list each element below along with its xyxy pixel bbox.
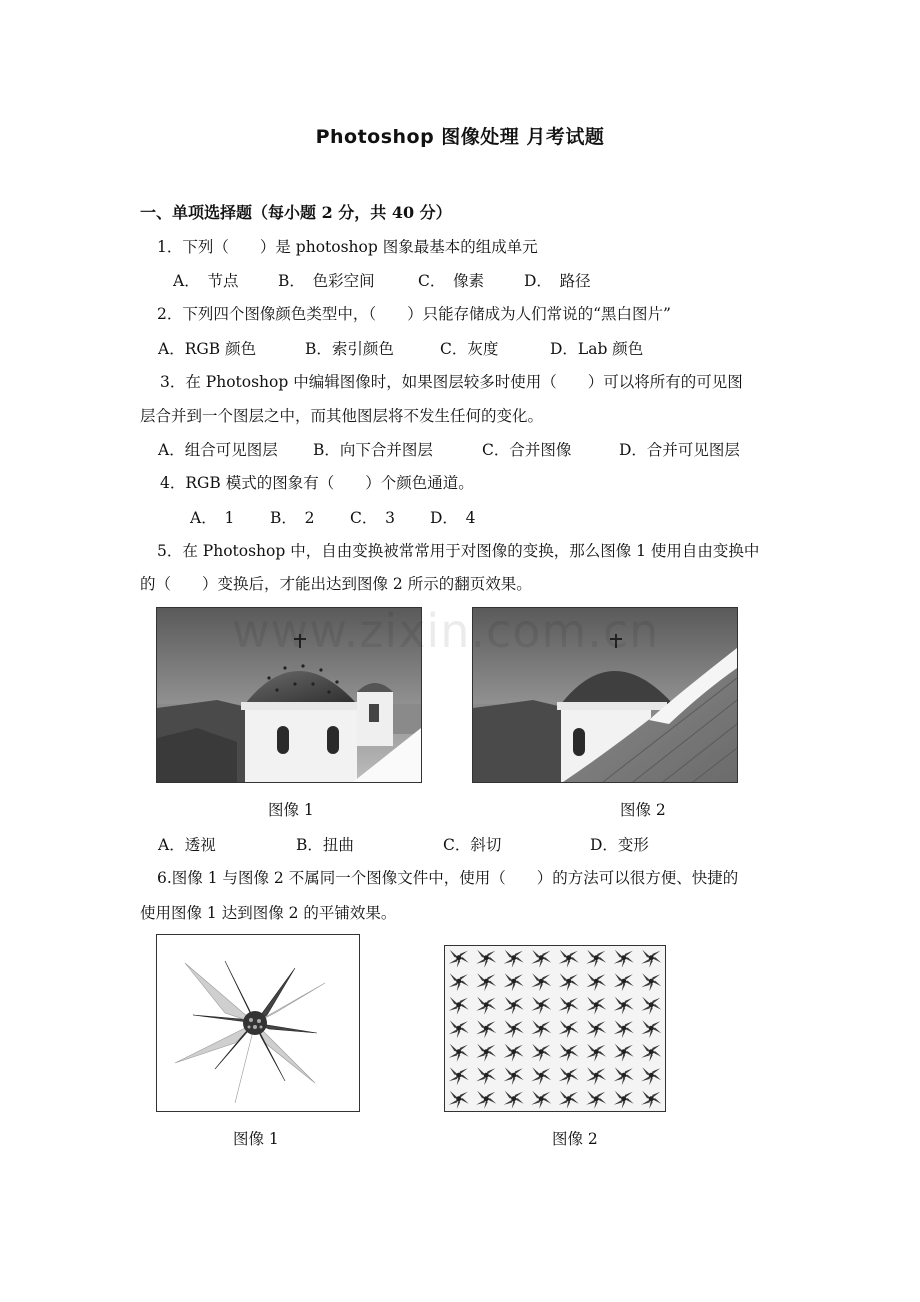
tiled-flower	[586, 973, 606, 991]
tiled-flower	[449, 1067, 469, 1085]
q4-option-b: B． 2	[270, 509, 315, 527]
question-3-line-1: 3．在 Photoshop 中编辑图像时，如果图层较多时使用（ ）可以将所有的可见图	[160, 373, 743, 391]
tiled-flower	[559, 1067, 579, 1085]
tiled-flower	[504, 997, 524, 1015]
q3-option-c: C．合并图像	[482, 441, 572, 459]
question-2: 2．下列四个图像颜色类型中，（ ）只能存储成为人们常说的“黑白图片”	[157, 305, 671, 323]
question-6-line-1: 6.图像 1 与图像 2 不属同一个图像文件中，使用（ ）的方法可以很方便、快捷的	[157, 869, 739, 887]
section-title: 一、单项选择题（每小题 2 分，共 40 分）	[140, 203, 452, 222]
poinsettia-flower-icon	[157, 935, 359, 1111]
q2-option-a: A．RGB 颜色	[158, 340, 257, 358]
figure-flower-single	[156, 934, 360, 1112]
q4-option-a: A． 1	[190, 509, 235, 527]
tiled-flower	[476, 1067, 496, 1085]
tiled-flower	[559, 1044, 579, 1062]
tiled-flower	[559, 973, 579, 991]
tiled-flower	[504, 1044, 524, 1062]
tiled-flower	[559, 997, 579, 1015]
q1-option-d: D． 路径	[524, 272, 591, 290]
q3-option-b: B．向下合并图层	[313, 441, 433, 459]
tiled-flower	[531, 1091, 551, 1109]
tiled-flower	[641, 1020, 661, 1038]
tiled-flower	[504, 1020, 524, 1038]
tiled-flower	[586, 1067, 606, 1085]
tiled-flower	[531, 973, 551, 991]
tiled-flower	[641, 1091, 661, 1109]
tiled-flower	[614, 1044, 634, 1062]
page-title: Photoshop 图像处理 月考试题	[315, 126, 605, 148]
tiled-flower	[586, 1044, 606, 1062]
tiled-flower	[476, 973, 496, 991]
tiled-flower	[641, 997, 661, 1015]
tiled-flower	[641, 973, 661, 991]
q6-caption-image-2: 图像 2	[552, 1130, 598, 1148]
tiled-flower	[449, 950, 469, 968]
question-3-line-2: 层合并到一个图层之中，而其他图层将不发生任何的变化。	[140, 407, 544, 425]
tiled-flower	[614, 950, 634, 968]
q5-option-d: D．变形	[590, 836, 649, 854]
q5-option-b: B．扭曲	[296, 836, 354, 854]
tiled-flower	[559, 1091, 579, 1109]
q2-option-d: D．Lab 颜色	[550, 340, 644, 358]
question-1: 1．下列（ ）是 photoshop 图象最基本的组成单元	[157, 238, 538, 256]
tiled-flower	[449, 1044, 469, 1062]
tiled-flower	[641, 1044, 661, 1062]
tiled-flower	[476, 1020, 496, 1038]
q3-option-a: A．组合可见图层	[158, 441, 278, 459]
q1-option-b: B． 色彩空间	[278, 272, 375, 290]
tiled-flower	[559, 950, 579, 968]
tiled-flower	[476, 997, 496, 1015]
tiled-flower	[476, 1091, 496, 1109]
q3-option-d: D．合并可见图层	[619, 441, 740, 459]
tiled-flower	[614, 973, 634, 991]
q1-option-c: C． 像素	[418, 272, 485, 290]
tiled-flower	[586, 1091, 606, 1109]
tiled-flower	[476, 1044, 496, 1062]
figure-flower-tiled	[444, 945, 666, 1112]
tiled-flower	[586, 1020, 606, 1038]
tiled-flower	[614, 997, 634, 1015]
tiled-flower	[614, 1067, 634, 1085]
tiled-flower	[531, 997, 551, 1015]
q2-option-c: C．灰度	[440, 340, 499, 358]
q5-caption-image-1: 图像 1	[268, 801, 314, 819]
tiled-flower	[449, 1020, 469, 1038]
question-5-line-1: 5．在 Photoshop 中，自由变换被常常用于对图像的变换，那么图像 1 使用自由变换中	[157, 542, 760, 560]
tiled-flower	[614, 1020, 634, 1038]
tiled-flower	[641, 1067, 661, 1085]
q1-option-a: A． 节点	[173, 272, 239, 290]
tiled-flower	[504, 1067, 524, 1085]
tiled-flower	[531, 950, 551, 968]
tiled-flower	[504, 950, 524, 968]
tiled-flower	[586, 997, 606, 1015]
q5-option-c: C．斜切	[443, 836, 502, 854]
tiled-flower	[449, 1091, 469, 1109]
tiled-flowers-icon	[445, 946, 665, 1111]
tiled-flower	[531, 1020, 551, 1038]
question-6-line-2: 使用图像 1 达到图像 2 的平铺效果。	[140, 904, 397, 922]
q5-option-a: A．透视	[158, 836, 216, 854]
tiled-flower	[641, 950, 661, 968]
q2-option-b: B．索引颜色	[305, 340, 394, 358]
tiled-flower	[586, 950, 606, 968]
question-4: 4．RGB 模式的图象有（ ）个颜色通道。	[160, 474, 474, 492]
tiled-flower	[531, 1044, 551, 1062]
tiled-flower	[559, 1020, 579, 1038]
tiled-flower	[449, 997, 469, 1015]
question-5-line-2: 的（ ）变换后，才能出达到图像 2 所示的翻页效果。	[140, 575, 532, 593]
q4-option-d: D． 4	[430, 509, 476, 527]
tiled-flower	[614, 1091, 634, 1109]
tiled-flower	[504, 973, 524, 991]
tiled-flower	[504, 1091, 524, 1109]
q5-caption-image-2: 图像 2	[620, 801, 666, 819]
tiled-flower	[449, 973, 469, 991]
watermark-text: www.zixin.com.cn	[232, 604, 660, 658]
q6-caption-image-1: 图像 1	[233, 1130, 279, 1148]
q4-option-c: C． 3	[350, 509, 395, 527]
tiled-flower	[476, 950, 496, 968]
tiled-flower	[531, 1067, 551, 1085]
